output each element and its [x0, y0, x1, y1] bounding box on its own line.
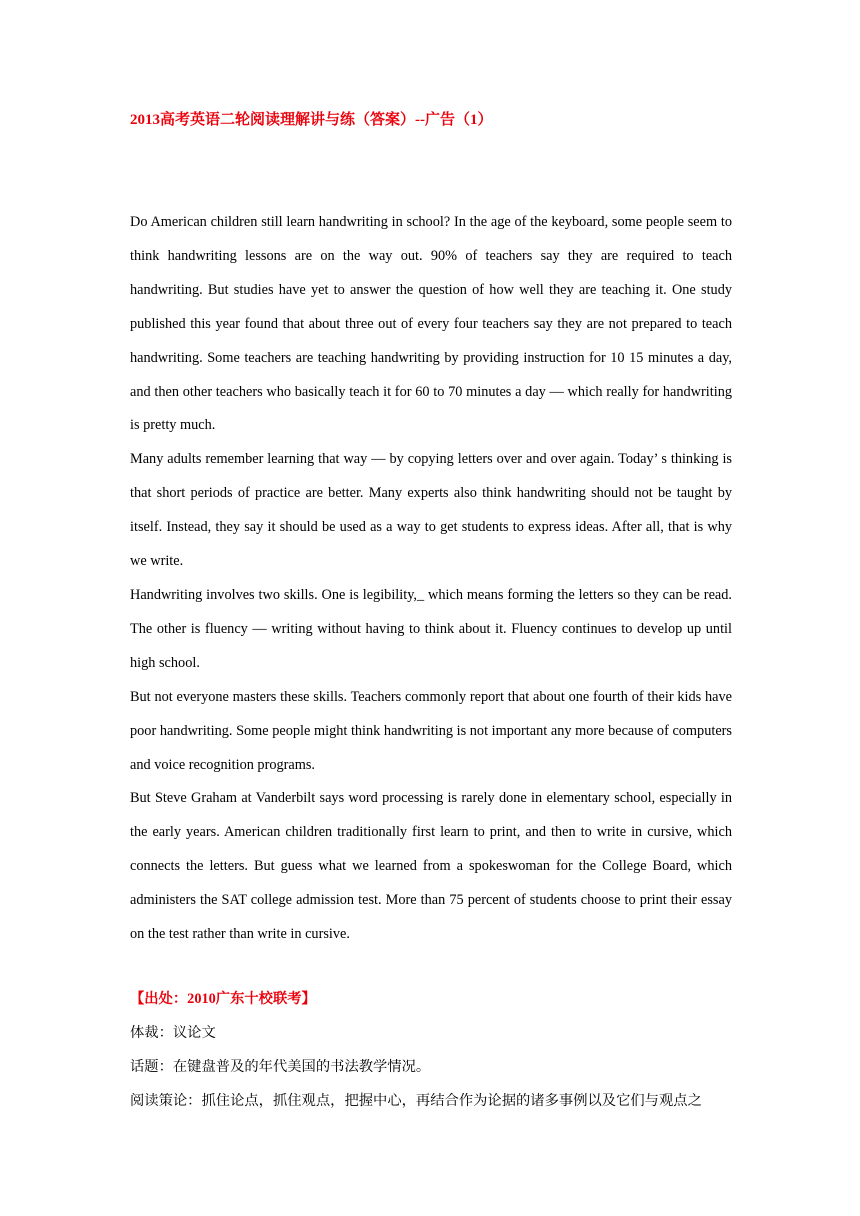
document-title: 2013高考英语二轮阅读理解讲与练（答案）--广告（1）: [130, 112, 493, 128]
analysis-section: [130, 982, 732, 1118]
genre-line: 体裁：议论文: [130, 1025, 216, 1041]
article-paragraph: But Steve Graham at Vanderbilt says word processing is rarely done in elementary school, especially in the early years. American children traditionally first learn to print, and then to write in cursive, which connects the letters. But guess what we learned from a spokeswoman for the College Board, which administers the SAT college admission test. More than 75 percent of students choose to print their essay on the test rather than write in cursive.: [130, 790, 732, 943]
article-paragraph: Do American children still learn handwriting in school? In the age of the keyboard, some people seem to think handwriting lessons are on the way out. 90% of teachers say they are required to teach handwriting. But studies have yet to answer the question of how well they are teaching it. One study published this year found that about three out of every four teachers say they are not prepared to teach handwriting. Some teachers are teaching handwriting by providing instruction for 10 15 minutes a day, and then other teachers who basically teach it for 60 to 70 minutes a day — which really for handwriting is pretty much.: [130, 214, 732, 434]
article-paragraph: But not everyone masters these skills. Teachers commonly report that about one fourth of their kids have poor handwriting. Some people might think handwriting is not important any more because of computers and voice recognition programs.: [130, 688, 732, 773]
article-paragraph: Many adults remember learning that way — by copying letters over and over again. Today’ s thinking is that short periods of practice are better. Many experts also think handwriting should not be taught by itself. Instead, they say it should be used as a way to get students to express ideas. After all, that is why we write.: [130, 451, 732, 570]
article-body: [130, 206, 732, 952]
topic-line: 话题：在键盘普及的年代美国的书法教学情况。: [130, 1059, 431, 1075]
article-paragraph: Handwriting involves two skills. One is legibility,_ which means forming the letters so they can be read. The other is fluency — writing without having to think about it. Fluency continues to develop up until high school.: [130, 586, 732, 671]
strategy-line: 阅读策论：抓住论点，抓住观点，把握中心，再结合作为论据的诸多事例以及它们与观点之: [130, 1093, 702, 1109]
source-line: 【出处：2010广东十校联考】: [130, 991, 316, 1007]
